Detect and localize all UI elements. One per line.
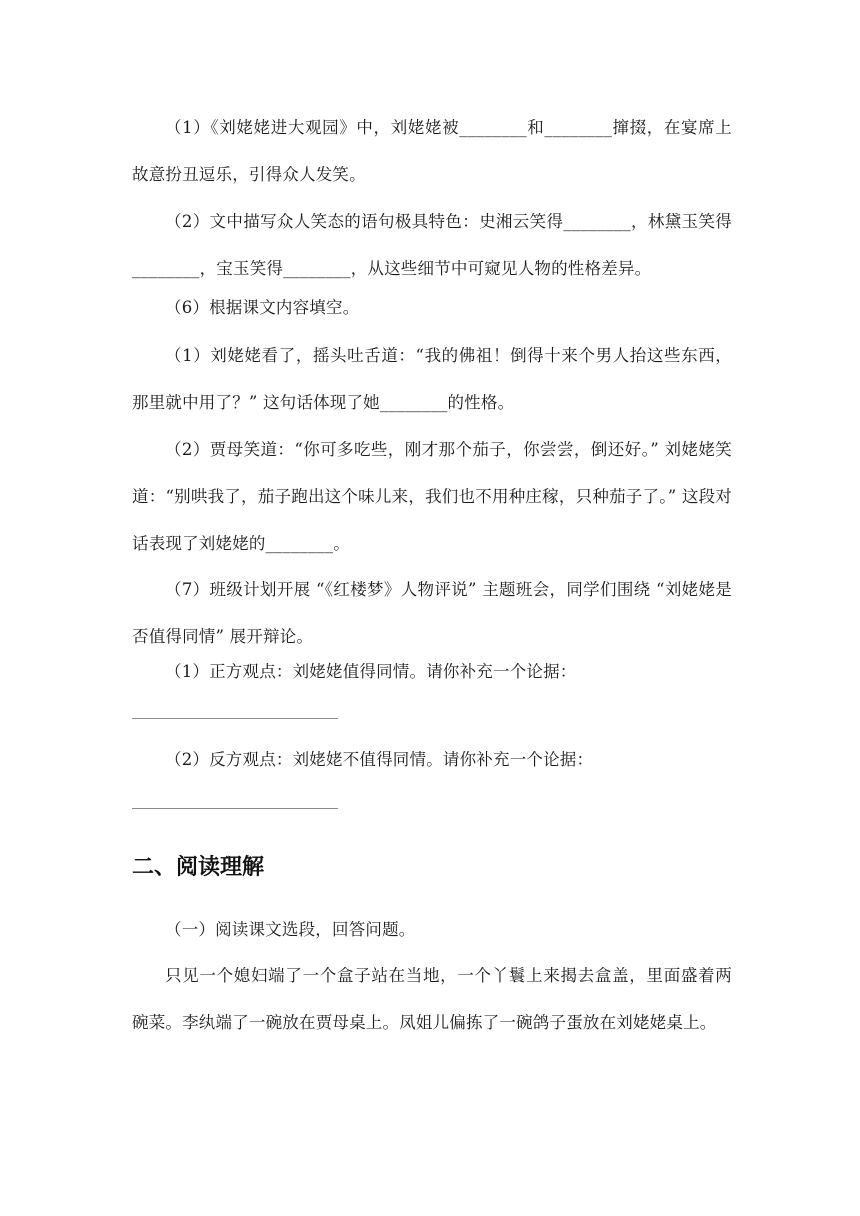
question-7: （7）班级计划开展 “《红楼梦》人物评说” 主题班会，同学们围绕 “刘姥姥是否值得同情” 展开辩论。 <box>132 580 732 646</box>
question-6-2: （2）贾母笑道：“你可多吃些，刚才那个茄子，你尝尝，倒还好。” 刘姥姥笑道：“别哄我了，茄子跑出这个味儿来，我们也不用种庄稼，只种茄子了。” 这段对话表现了刘姥姥的________。 <box>132 440 732 553</box>
question-5-2: （2）文中描写众人笑态的语句极具特色：史湘云笑得________，林黛玉笑得________，宝玉笑得________，从这些细节中可窥见人物的性格差异。 <box>132 212 732 278</box>
question-7-2: （2）反方观点：刘姥姥不值得同情。请你补充一个论据： <box>165 750 594 769</box>
section-intro: （一）阅读课文选段，回答问题。 <box>165 920 416 939</box>
question-7-1: （1）正方观点：刘姥姥值得同情。请你补充一个论据： <box>165 662 577 681</box>
answer-blank-line <box>132 718 338 719</box>
section-heading: 二、阅读理解 <box>132 855 265 880</box>
reading-passage: 只见一个媳妇端了一个盒子站在当地，一个丫鬟上来揭去盒盖，里面盛着两碗菜。李纨端了一碗放在贾母桌上。凤姐儿偏拣了一碗鸽子蛋放在刘姥姥桌上。 <box>132 966 732 1032</box>
question-6-1: （1）刘姥姥看了，摇头吐舌道：“我的佛祖！倒得十来个男人抬这些东西，那里就中用了？” 这句话体现了她________的性格。 <box>132 346 732 412</box>
question-6: （6）根据课文内容填空。 <box>165 298 360 317</box>
question-5-1: （1）《刘姥姥进大观园》中，刘姥姥被________和________撺掇，在宴席上故意扮丑逗乐，引得众人发笑。 <box>132 118 732 184</box>
answer-blank-line <box>132 808 338 809</box>
